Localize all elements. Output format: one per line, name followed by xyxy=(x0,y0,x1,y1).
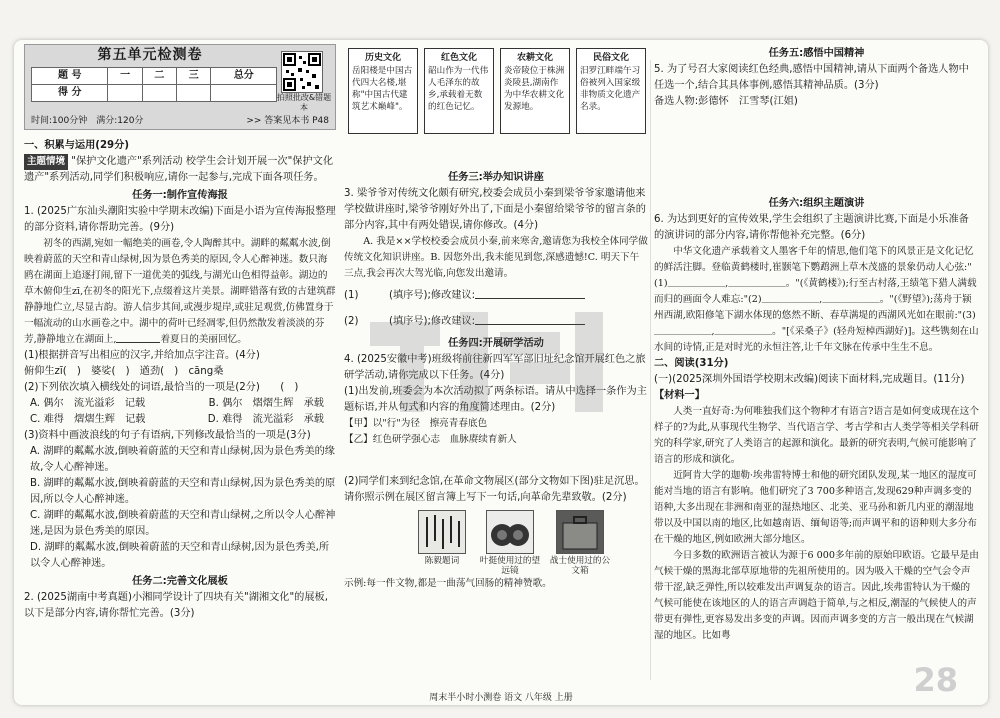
left-column xyxy=(24,44,336,622)
q3-fill-1[interactable]: (1) (填序号);修改建议: xyxy=(344,288,648,304)
q4-example: 示例:每一件文物,都是一曲荡气回肠的精神赞歌。 xyxy=(344,578,552,589)
score-cell[interactable] xyxy=(142,85,176,102)
score-cell: 题 号 xyxy=(32,68,108,85)
image-caption: 战士使用过的公文箱 xyxy=(549,556,611,576)
q3-fill-2[interactable]: (2) (填序号);修改建议: xyxy=(344,314,648,330)
briefcase-image xyxy=(556,510,604,554)
middle-column xyxy=(344,44,648,592)
task3-heading: 任务三:举办知识讲座 xyxy=(448,172,544,183)
score-cell: 总分 xyxy=(211,68,277,85)
q4-sub2: (2)同学们来到纪念馆,在革命文物展区(部分文物如下图)驻足沉思。请你照示例在展区留言簿上写下一句话,向革命先辈致敬。(2分) xyxy=(344,476,645,503)
right-column xyxy=(654,44,979,644)
q2-stem: 2. (2025湖南中考真题)小湘同学设计了四块有关"湖湘文化"的展板,以下是部分内容,请你帮忙完善。(3分) xyxy=(24,592,328,619)
column-divider xyxy=(650,60,651,680)
reading-paragraph: 人类一直好奇:为何唯独我们这个物种才有语言?语言是如何变成现在这个样子的?为此,从事现代生物学、当代语言学、考古学和古人类学等相关学科研究的科学家,研究了人类语言的起源和演化。最新的研究表明,气候可能影响了语言的形成和演化。 xyxy=(654,406,979,465)
q1-sub2: (2)下列依次填入横线处的词语,最恰当的一项是(2分) ( ) xyxy=(24,382,299,393)
binoculars-image xyxy=(486,510,534,554)
task1-heading: 任务一:制作宣传海报 xyxy=(132,190,228,201)
q1-sub1-fill[interactable]: 俯仰生zī( ) 婆娑( ) 遒劲( ) cāng桑 xyxy=(24,366,224,377)
theme-tag: 主题情境 xyxy=(24,154,68,170)
task6-heading: 任务六:组织主题演讲 xyxy=(768,198,865,209)
exam-page xyxy=(14,40,988,705)
q1-opt3-c[interactable]: C. 湖畔的粼粼水波,倒映着蔚蓝的天空和青山绿树,之所以令人心醉神迷,是因为景色秀美的原因。 xyxy=(30,510,336,537)
q1-passage: 初冬的西湖,宛如一幅绝美的画卷,令人陶醉其中。湖畔的粼粼水波,倒映着蔚蓝的天空和青山绿树,因为景色秀美的原因,令人心醉神迷。数只海鸥在湖面上追逐打闹,留下一道优美的弧线,与湖光山色相得益彰。湖边的草木俯仰生zī,在初冬的阳光下,点缀着这片美景。湖畔错落有致的古建筑群静静地伫立,尽显古韵。游人信步其间,或漫步堤岸,或驻足观赏,仿佛置身于一幅流动的山水画卷之中。湖中的荷叶已经凋零,但仍然散发着淡淡的芬芳,静静地立在湖面上, 着夏日的美丽回忆。 xyxy=(24,238,336,345)
reading-paragraph: 近阿肯大学的迦勒·埃弗雷特博士和他的研究团队发现,某一地区的湿度可能对当地的语言有影响。他们研究了3 700多种语言,发现629种声调多变的语种,大多出现在非洲和南亚的湿热地区、北美、亚马孙和新几内亚的潮湿地带以及中国以南的地区,比如越南语、缅甸语等;而声调平和的语种则大多分布在干燥的地区,例如欧洲大部分地区。 xyxy=(654,470,977,545)
qr-code-icon[interactable] xyxy=(281,51,323,93)
q5-stem: 5. 为了号召大家阅读红色经典,感悟中国精神,请从下面两个备选人物中任选一个,结合其具体事例,感悟其精神品质。(3分) xyxy=(654,64,969,91)
intro-text: "保护文化遗产"系列活动 校学生会计划开展一次"保护文化遗产"系列活动,同学们积极响应,请你一起参与,完成下面各项任务。 xyxy=(24,156,334,183)
reading-paragraph: 今日多数的欧洲语言被认为源于6 000多年前的原始印欧语。它最早是由气候干燥的黑海北部草原地带的先祖所使用的。因为吸入干燥的空气会令声带干涩,缺乏弹性,所以较难发出声调复杂的语言。因此,埃弗雷特认为干燥的气候可能使在该地区的人的语言声调趋于简单,与之相反,潮湿的气候使人的声带更有弹性,更容易发出多变的声调。因而声调多变的方言一般出现在气候湖湿的地区。比如粤 xyxy=(654,550,979,641)
score-cell[interactable] xyxy=(177,85,211,102)
exam-header-box xyxy=(24,44,336,130)
q3-stem: 3. 梁爷爷对传统文化颇有研究,校委会成员小秦到梁爷爷家邀请他来学校做讲座时,梁爷爷刚好外出了,下面是小秦留给梁爷爷的留言条的部分内容,其中有两处错误,请你修改。(4分) xyxy=(344,188,646,231)
answer-space[interactable] xyxy=(654,110,979,194)
exhibit-card: 农耕文化 炎帝陵位于株洲炎陵县,湖南作为中华农耕文化发源地。 xyxy=(500,48,570,134)
q6-passage[interactable]: 中华文化遗产承载着文人墨客千年的情思,他们笔下的风景正是文化记忆的鲜活注脚。登临黄鹤楼时,崔颢笔下鹦鹉洲上草木茂盛的景象仍动人心弦:"(1)＿＿＿＿＿＿,＿＿＿＿＿＿。"(《黄鹤楼》);行至古村落,王绩笔下猎人满载而归的画面令人难忘:"(2)＿＿＿＿＿＿,＿＿＿＿＿＿。"(《野望》);荡舟于颍州西湖,欧阳修笔下湖水体现的悠然不断、春草满堤的西湖风光如在眼前:"(3)＿＿＿＿＿＿,＿＿＿＿＿＿。"[《采桑子》(轻舟短棹西湖好)]。这些镌刻在山水间的诗情,正是对时光的永恒注答,让千年文脉在传承中生生不息。 xyxy=(654,246,979,353)
reading-stem: (一)(2025深圳外国语学校期末改编)阅读下面材料,完成题目。(11分) xyxy=(654,374,965,385)
score-cell[interactable] xyxy=(211,85,277,102)
q6-stem: 6. 为达到更好的宣传效果,学生会组织了主题演讲比赛,下面是小乐准备的演讲词的部分内容,请你帮他补充完整。(6分) xyxy=(654,214,969,241)
calligraphy-image xyxy=(418,510,466,554)
score-cell: 一 xyxy=(108,68,142,85)
time-score-info: 时间:100分钟 满分:120分 xyxy=(31,116,144,126)
qr-caption: 拍照批改&错题本 xyxy=(276,93,332,112)
exhibit-card: 历史文化 岳阳楼是中国古代四大名楼,堪称"中国古代建筑艺术巅峰"。 xyxy=(348,48,418,134)
page-footer: 周末半小时小测卷 语文 八年级 上册 xyxy=(429,693,573,703)
artifact-images xyxy=(344,510,648,574)
answer-reference: >> 答案见本书 P48 xyxy=(246,116,329,126)
q4-slogan-b: 【乙】红色研学强心志 血脉赓续育新人 xyxy=(344,434,517,445)
unit-title: 第五单元检测卷 xyxy=(97,47,203,63)
part1-heading: 一、积累与运用(29分) xyxy=(24,140,129,151)
q1-stem: 1. (2025广东汕头潮阳实验中学期末改编)下面是小语为宣传海报整理的部分资料,请你帮助完善。(9分) xyxy=(24,206,336,233)
image-caption: 陈毅题词 xyxy=(424,556,460,566)
q4-stem: 4. (2025安徽中考)班级将前往新四军军部旧址纪念馆开展红色之旅研学活动,请你完成以下任务。(4分) xyxy=(344,354,646,381)
part2-heading: 二、阅读(31分) xyxy=(654,358,729,369)
q5-people: 备选人物:彭德怀 江雪琴(江姐) xyxy=(654,96,798,107)
material-label: 【材料一】 xyxy=(654,390,705,401)
exhibit-card: 民俗文化 汨罗江畔端午习俗被列入国家级非物质文化遗产名录。 xyxy=(576,48,646,134)
q1-opt3-a[interactable]: A. 湖畔的粼粼水波,倒映着蔚蓝的天空和青山绿树,因为景色秀美的缘故,令人心醉神迷。 xyxy=(30,446,335,473)
q1-sub1: (1)根据拼音写出相应的汉字,并给加点字注音。(4分) xyxy=(24,350,260,361)
score-cell: 三 xyxy=(177,68,211,85)
task4-heading: 任务四:开展研学活动 xyxy=(448,338,544,349)
q4-slogan-a: 【甲】以"行"为径 擦亮青春底色 xyxy=(344,418,488,429)
q1-opt-a[interactable]: A. 偶尔 流光溢彩 记载 B. 偶尔 熠熠生辉 承载 xyxy=(30,398,324,409)
task5-heading: 任务五:感悟中国精神 xyxy=(768,48,865,59)
score-cell[interactable] xyxy=(108,85,142,102)
exhibit-cards xyxy=(344,44,648,140)
q1-opt3-b[interactable]: B. 湖畔的粼粼水波,倒映着蔚蓝的天空和青山绿树,因为景色秀美的原因,所以令人心醉神迷。 xyxy=(30,478,336,505)
q1-opt-c[interactable]: C. 难得 熠熠生辉 记载 D. 难得 流光溢彩 承载 xyxy=(30,414,324,425)
score-cell: 得 分 xyxy=(32,85,108,102)
q4-sub1: (1)出发前,班委会为本次活动拟了两条标语。请从中选择一条作为主题标语,并从句式和内容的角度简述理由。(2分) xyxy=(344,386,647,413)
score-cell: 二 xyxy=(142,68,176,85)
exhibit-card: 红色文化 韶山作为一代伟人毛泽东的故乡,承载着无数的红色记忆。 xyxy=(424,48,494,134)
q1-opt3-d[interactable]: D. 湖畔的粼粼水波,倒映着蔚蓝的天空和青山绿树,因为景色秀美,所以令人心醉神迷。 xyxy=(30,542,330,569)
q3-note: A. 我是××学校校委会成员小秦,前来寒舍,邀请您为我校全体同学做传统文化知识讲座。B. 因您外出,我未能见到您,深感遗憾!C. 明天下午三点,我会再次大驾光临,向您发出邀请。 xyxy=(344,236,648,279)
answer-space[interactable] xyxy=(344,448,648,474)
task2-heading: 任务二:完善文化展板 xyxy=(132,576,228,587)
page-number: 28 xyxy=(913,661,958,699)
q1-sub3: (3)资料中画波浪线的句子有语病,下列修改最恰当的一项是(3分) xyxy=(24,430,311,441)
image-caption: 叶挺使用过的望远镜 xyxy=(479,556,541,576)
score-table xyxy=(31,67,277,102)
